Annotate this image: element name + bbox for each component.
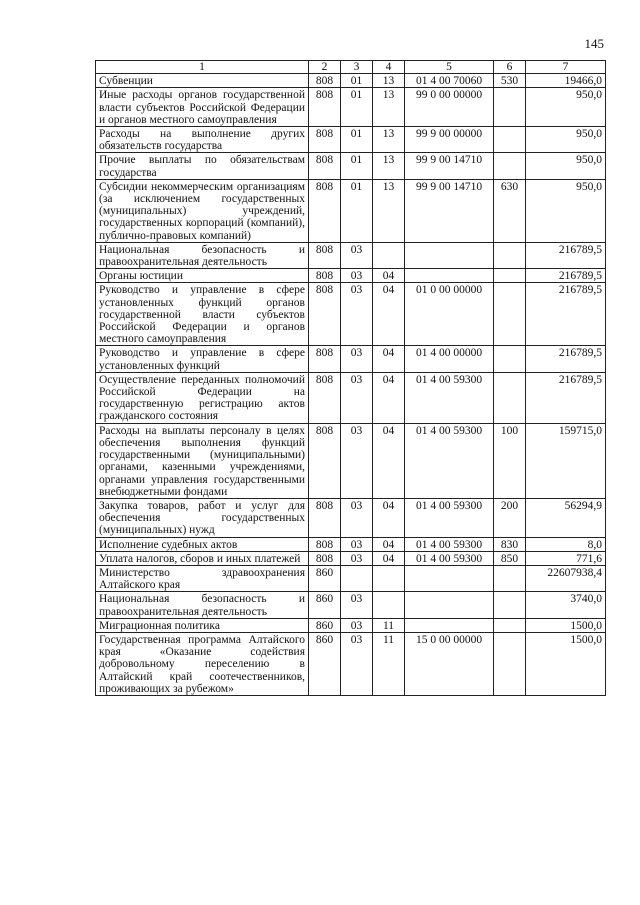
row-expense-type-cell: 100	[494, 423, 526, 498]
row-code-cell: 808	[309, 179, 341, 242]
row-amount-cell: 216789,5	[526, 372, 606, 423]
row-section-cell: 03	[341, 618, 373, 632]
row-section-cell: 03	[341, 592, 373, 618]
row-target-cell: 01 4 00 59300	[405, 551, 494, 565]
row-code-cell: 860	[309, 592, 341, 618]
row-expense-type-cell	[494, 283, 526, 346]
row-name-cell: Субсидии некоммерческим организациям (за исключением государственных (муниципальных) учреждений, государственных корпораций (компаний), публично-правовых компаний)	[96, 179, 309, 242]
row-subsection-cell	[373, 242, 405, 268]
row-subsection-cell: 13	[373, 179, 405, 242]
row-target-cell: 01 4 00 59300	[405, 537, 494, 551]
row-expense-type-cell	[494, 565, 526, 591]
table-row	[96, 618, 606, 632]
row-target-cell: 01 4 00 59300	[405, 372, 494, 423]
row-section-cell: 03	[341, 423, 373, 498]
row-target-cell: 99 9 00 14710	[405, 153, 494, 179]
row-section-cell: 03	[341, 269, 373, 283]
row-code-cell: 808	[309, 498, 341, 537]
table-row	[96, 88, 606, 127]
row-expense-type-cell: 530	[494, 74, 526, 88]
row-target-cell: 01 0 00 00000	[405, 283, 494, 346]
row-amount-cell: 159715,0	[526, 423, 606, 498]
row-amount-cell: 771,6	[526, 551, 606, 565]
row-subsection-cell: 04	[373, 551, 405, 565]
row-section-cell: 01	[341, 153, 373, 179]
row-section-cell: 03	[341, 346, 373, 372]
table-row	[96, 179, 606, 242]
row-section-cell: 03	[341, 632, 373, 695]
row-subsection-cell: 04	[373, 372, 405, 423]
table-row	[96, 551, 606, 565]
table-row	[96, 423, 606, 498]
row-subsection-cell: 13	[373, 127, 405, 153]
row-name-cell: Иные расходы органов государственной власти субъектов Российской Федерации и органов местного самоуправления	[96, 88, 309, 127]
row-name-cell: Национальная безопасность и правоохранительная деятельность	[96, 242, 309, 268]
row-amount-cell: 56294,9	[526, 498, 606, 537]
row-name-cell: Осуществление переданных полномочий Российской Федерации на государственную регистрацию актов гражданского состояния	[96, 372, 309, 423]
row-amount-cell: 216789,5	[526, 346, 606, 372]
row-name-cell: Руководство и управление в сфере установленных функций органов государственной власти субъектов Российской Федерации и органов местного самоуправления	[96, 283, 309, 346]
row-section-cell: 03	[341, 372, 373, 423]
row-expense-type-cell: 630	[494, 179, 526, 242]
row-section-cell: 01	[341, 127, 373, 153]
row-name-cell: Расходы на выполнение других обязательств государства	[96, 127, 309, 153]
row-code-cell: 860	[309, 632, 341, 695]
row-expense-type-cell	[494, 618, 526, 632]
row-expense-type-cell: 200	[494, 498, 526, 537]
row-target-cell: 01 4 00 00000	[405, 346, 494, 372]
row-amount-cell: 216789,5	[526, 269, 606, 283]
row-subsection-cell: 11	[373, 618, 405, 632]
header-col-7: 7	[526, 61, 606, 74]
row-section-cell: 03	[341, 537, 373, 551]
row-expense-type-cell: 830	[494, 537, 526, 551]
page-number: 145	[584, 36, 604, 51]
row-target-cell: 01 4 00 59300	[405, 423, 494, 498]
header-col-5: 5	[405, 61, 494, 74]
row-subsection-cell: 13	[373, 153, 405, 179]
row-code-cell: 808	[309, 153, 341, 179]
table-row	[96, 372, 606, 423]
row-name-cell: Органы юстиции	[96, 269, 309, 283]
row-target-cell: 15 0 00 00000	[405, 632, 494, 695]
row-code-cell: 808	[309, 423, 341, 498]
table-row	[96, 592, 606, 618]
table-row	[96, 498, 606, 537]
row-name-cell: Государственная программа Алтайского края «Оказание содействия добровольному переселению в Алтайский край соотечественников, проживающих за рубежом»	[96, 632, 309, 695]
row-amount-cell: 950,0	[526, 153, 606, 179]
row-expense-type-cell	[494, 153, 526, 179]
table-row	[96, 242, 606, 268]
row-amount-cell: 950,0	[526, 127, 606, 153]
row-expense-type-cell: 850	[494, 551, 526, 565]
row-code-cell: 808	[309, 372, 341, 423]
table-row	[96, 127, 606, 153]
header-col-3: 3	[341, 61, 373, 74]
row-target-cell: 99 0 00 00000	[405, 88, 494, 127]
row-expense-type-cell	[494, 127, 526, 153]
row-expense-type-cell	[494, 88, 526, 127]
table-body	[96, 74, 606, 696]
row-code-cell: 808	[309, 269, 341, 283]
row-amount-cell: 22607938,4	[526, 565, 606, 591]
row-amount-cell: 950,0	[526, 88, 606, 127]
row-expense-type-cell	[494, 592, 526, 618]
table-row	[96, 153, 606, 179]
row-code-cell: 860	[309, 565, 341, 591]
row-subsection-cell: 13	[373, 74, 405, 88]
row-target-cell: 01 4 00 59300	[405, 498, 494, 537]
row-expense-type-cell	[494, 242, 526, 268]
row-subsection-cell	[373, 592, 405, 618]
row-subsection-cell: 04	[373, 269, 405, 283]
row-amount-cell: 8,0	[526, 537, 606, 551]
row-target-cell	[405, 618, 494, 632]
table-row	[96, 632, 606, 695]
table-row	[96, 537, 606, 551]
row-name-cell: Руководство и управление в сфере установленных функций	[96, 346, 309, 372]
header-col-2: 2	[309, 61, 341, 74]
row-name-cell: Министерство здравоохранения Алтайского края	[96, 565, 309, 591]
row-amount-cell: 216789,5	[526, 283, 606, 346]
row-code-cell: 808	[309, 283, 341, 346]
row-name-cell: Исполнение судебных актов	[96, 537, 309, 551]
row-target-cell: 99 9 00 00000	[405, 127, 494, 153]
row-name-cell: Национальная безопасность и правоохранительная деятельность	[96, 592, 309, 618]
row-section-cell	[341, 565, 373, 591]
row-subsection-cell: 04	[373, 283, 405, 346]
row-section-cell: 01	[341, 179, 373, 242]
row-code-cell: 808	[309, 346, 341, 372]
row-amount-cell: 950,0	[526, 179, 606, 242]
row-subsection-cell: 04	[373, 498, 405, 537]
row-code-cell: 808	[309, 74, 341, 88]
header-col-4: 4	[373, 61, 405, 74]
row-code-cell: 808	[309, 537, 341, 551]
row-subsection-cell: 11	[373, 632, 405, 695]
row-subsection-cell	[373, 565, 405, 591]
row-expense-type-cell	[494, 632, 526, 695]
row-code-cell: 808	[309, 88, 341, 127]
row-subsection-cell: 04	[373, 537, 405, 551]
row-target-cell: 99 9 00 14710	[405, 179, 494, 242]
table-row	[96, 74, 606, 88]
row-target-cell: 01 4 00 70060	[405, 74, 494, 88]
row-section-cell: 03	[341, 498, 373, 537]
row-section-cell: 03	[341, 551, 373, 565]
row-expense-type-cell	[494, 346, 526, 372]
row-code-cell: 808	[309, 127, 341, 153]
row-section-cell: 01	[341, 74, 373, 88]
budget-table	[95, 60, 606, 696]
row-subsection-cell: 04	[373, 423, 405, 498]
row-target-cell	[405, 592, 494, 618]
row-name-cell: Расходы на выплаты персоналу в целях обеспечения выполнения функций государственными (муниципальными) органами, казенными учреждениями, органами управления государственными внебюджетными фондами	[96, 423, 309, 498]
row-amount-cell: 216789,5	[526, 242, 606, 268]
row-amount-cell: 19466,0	[526, 74, 606, 88]
row-target-cell	[405, 565, 494, 591]
row-name-cell: Субвенции	[96, 74, 309, 88]
row-name-cell: Миграционная политика	[96, 618, 309, 632]
table-row	[96, 269, 606, 283]
row-target-cell	[405, 242, 494, 268]
row-name-cell: Прочие выплаты по обязательствам государства	[96, 153, 309, 179]
row-subsection-cell: 04	[373, 346, 405, 372]
row-expense-type-cell	[494, 372, 526, 423]
row-code-cell: 860	[309, 618, 341, 632]
row-target-cell	[405, 269, 494, 283]
row-section-cell: 03	[341, 242, 373, 268]
table-header-row	[96, 61, 606, 74]
header-col-6: 6	[494, 61, 526, 74]
row-expense-type-cell	[494, 269, 526, 283]
table-row	[96, 565, 606, 591]
row-name-cell: Закупка товаров, работ и услуг для обеспечения государственных (муниципальных) нужд	[96, 498, 309, 537]
row-amount-cell: 1500,0	[526, 618, 606, 632]
header-col-1: 1	[96, 61, 309, 74]
row-amount-cell: 1500,0	[526, 632, 606, 695]
row-section-cell: 03	[341, 283, 373, 346]
row-code-cell: 808	[309, 551, 341, 565]
row-amount-cell: 3740,0	[526, 592, 606, 618]
row-name-cell: Уплата налогов, сборов и иных платежей	[96, 551, 309, 565]
table-row	[96, 283, 606, 346]
row-code-cell: 808	[309, 242, 341, 268]
row-subsection-cell: 13	[373, 88, 405, 127]
table-row	[96, 346, 606, 372]
row-section-cell: 01	[341, 88, 373, 127]
